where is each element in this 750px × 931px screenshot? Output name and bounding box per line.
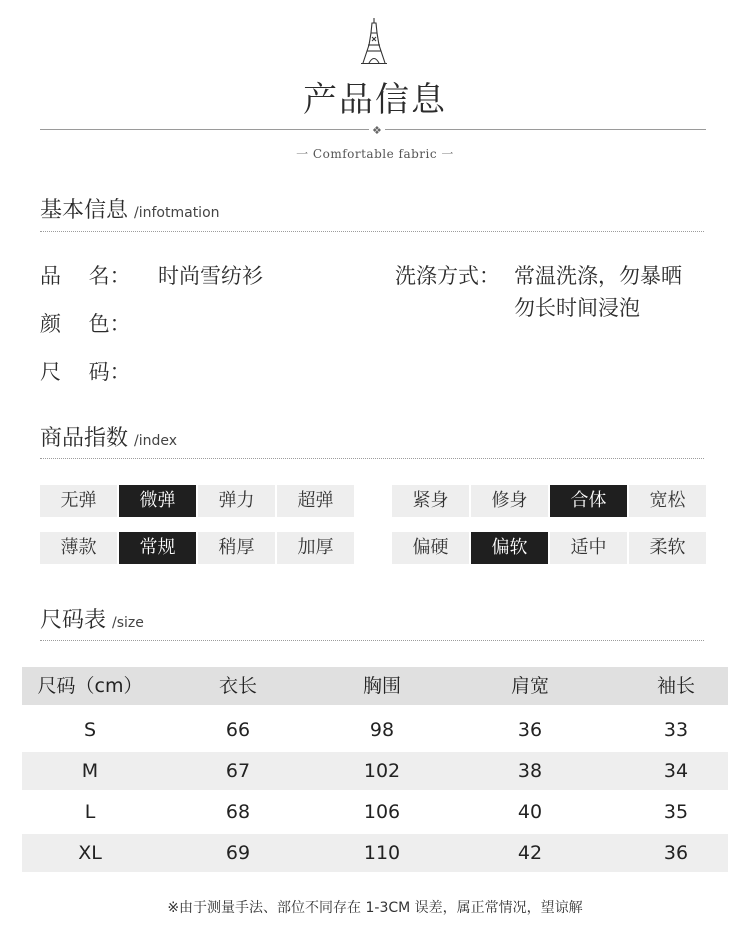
table-cell: L [84,801,96,823]
table-row [22,711,728,749]
table-cell: XL [78,842,102,864]
thickness-scale [40,532,354,564]
basic-info-title-en: /infotmation [134,205,220,221]
table-cell: 69 [225,842,251,864]
table-row [22,834,728,872]
wash-value-line-2: 勿长时间浸泡 [514,296,640,320]
table-cell: 38 [517,760,543,782]
softness-option-selected: 偏软 [471,532,548,564]
wash-value-line-1: 常温洗涤，勿暴晒 [514,264,682,288]
size-table [22,667,728,873]
eiffel-tower-icon [360,18,388,64]
table-cell: 67 [225,760,251,782]
index-title-en: /index [134,433,178,449]
softness-option: 适中 [550,532,627,564]
name-value: 时尚雪纺衫 [158,264,263,288]
color-label: 颜 色： [40,312,131,336]
table-header-cell: 胸围 [362,675,401,697]
table-cell: 106 [363,801,401,823]
table-cell: 34 [663,760,689,782]
elasticity-option: 超弹 [277,485,354,517]
wash-label: 洗涤方式： [395,264,500,288]
diamond-ornament-icon: ❖ [369,124,385,137]
table-cell: 35 [663,801,689,823]
fit-option: 宽松 [629,485,706,517]
elasticity-option: 弹力 [198,485,275,517]
table-cell: 42 [517,842,543,864]
basic-info-divider [40,231,704,232]
size-chart-title-en: /size [112,615,144,631]
table-row [22,752,728,790]
page-subtitle: 一 Comfortable fabric 一 [296,147,454,161]
table-header-cell: 肩宽 [510,675,549,697]
thickness-option: 加厚 [277,532,354,564]
table-cell: S [83,719,97,741]
table-cell: 40 [517,801,543,823]
thickness-option: 稍厚 [198,532,275,564]
size-chart-title: 尺码表 [40,608,107,633]
fit-option: 紧身 [392,485,469,517]
elasticity-scale [40,485,354,517]
table-cell: 66 [225,719,251,741]
thickness-option: 薄款 [40,532,117,564]
page-title: 产品信息 [303,80,447,120]
measurement-note: ※由于测量手法、部位不同存在 1-3CM 误差，属正常情况，望谅解 [167,900,583,916]
table-cell: 98 [369,719,395,741]
index-divider [40,458,704,459]
softness-option: 柔软 [629,532,706,564]
elasticity-option: 无弹 [40,485,117,517]
table-header-row [22,667,728,705]
size-label: 尺 码： [40,360,131,384]
name-label: 品 名： [40,264,131,288]
softness-option: 偏硬 [392,532,469,564]
table-cell: 102 [363,760,401,782]
fit-scale [392,485,706,517]
fit-option: 修身 [471,485,548,517]
table-cell: 110 [363,842,401,864]
table-cell: M [81,760,99,782]
softness-scale [392,532,706,564]
basic-info-title: 基本信息 [40,198,129,223]
table-cell: 36 [517,719,543,741]
thickness-option-selected: 常规 [119,532,196,564]
table-cell: 33 [663,719,689,741]
size-chart-divider [40,640,704,641]
table-header-cell: 衣长 [218,675,257,697]
table-header-cell: 袖长 [656,675,695,697]
index-heading [40,421,177,452]
table-cell: 36 [663,842,689,864]
table-cell: 68 [225,801,251,823]
size-chart-heading [40,603,144,634]
elasticity-option-selected: 微弹 [119,485,196,517]
fit-option-selected: 合体 [550,485,627,517]
basic-info-heading [40,193,220,224]
table-header-cell: 尺码（cm） [37,675,143,697]
index-title: 商品指数 [40,426,129,451]
table-row [22,793,728,831]
